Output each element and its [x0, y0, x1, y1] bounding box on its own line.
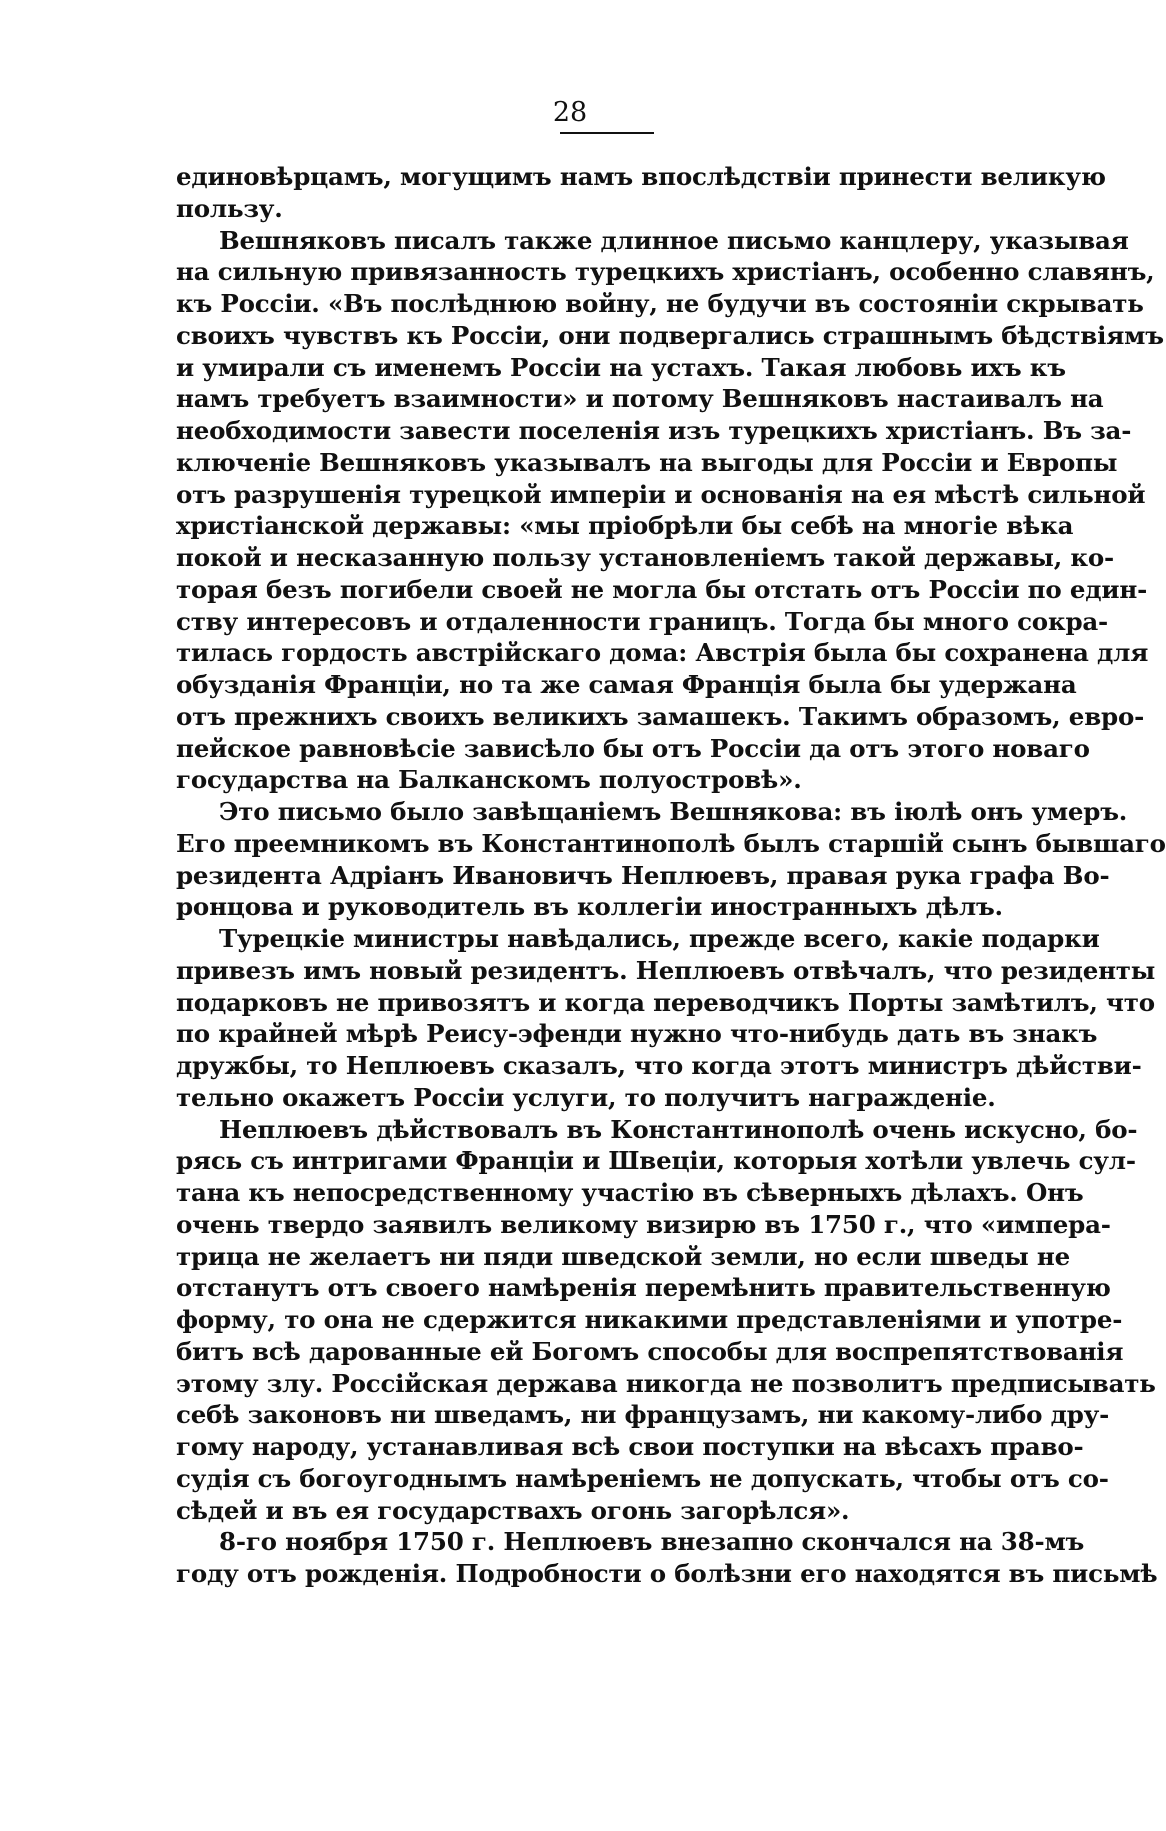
- page-number-rule: [560, 132, 654, 134]
- text-line: тана къ непосредственному участію въ сѣверныхъ дѣлахъ. Онъ: [176, 1178, 1084, 1207]
- text-line: отъ прежнихъ своихъ великихъ замашекъ. Такимъ образомъ, евро-: [176, 701, 1145, 731]
- text-line: отъ разрушенія турецкой имперіи и основанія на ея мѣстѣ сильной: [176, 479, 1146, 509]
- text-line: намъ требуетъ взаимности» и потому Вешняковъ настаивалъ на: [176, 384, 1104, 414]
- text-line: Неплюевъ дѣйствовалъ въ Константинополѣ очень искусно, бо-: [219, 1114, 1138, 1144]
- text-line: обузданія Франціи, но та же самая Франція была бы удержана: [176, 670, 1077, 699]
- text-line: гому народу, устанавливая всѣ свои поступки на вѣсахъ право-: [176, 1432, 1084, 1461]
- text-line: Турецкіе министры навѣдались, прежде всего, какіе подарки: [219, 924, 1100, 953]
- text-line: необходимости завести поселенія изъ турецкихъ христіанъ. Въ за-: [176, 416, 1132, 445]
- text-line: сѣдей и въ ея государствахъ огонь загорѣлся».: [176, 1495, 850, 1525]
- text-body: [176, 161, 1166, 1590]
- text-line: тельно окажетъ Россіи услуги, то получитъ награжденіе.: [176, 1082, 996, 1112]
- text-line: году отъ рожденія. Подробности о болѣзни его находятся въ письмѣ: [176, 1559, 1158, 1588]
- text-line: Его преемникомъ въ Константинополѣ былъ старшій сынъ бывшаго: [176, 828, 1166, 858]
- page-number: 28: [552, 97, 588, 128]
- text-line: пейское равновѣсіе зависѣло бы отъ Россіи да отъ этого новаго: [176, 733, 1090, 763]
- text-line: дружбы, то Неплюевъ сказалъ, что когда этотъ министръ дѣйстви-: [176, 1051, 1142, 1080]
- text-line: судія съ богоугоднымъ намѣреніемъ не допускать, чтобы отъ со-: [176, 1463, 1109, 1493]
- text-line: ству интересовъ и отдаленности границъ. Тогда бы много сокра-: [176, 606, 1109, 636]
- text-line: единовѣрцамъ, могущимъ намъ впослѣдствіи принести великую: [176, 162, 1106, 191]
- text-line: подарковъ не привозятъ и когда переводчикъ Порты замѣтилъ, что: [176, 987, 1155, 1017]
- text-line: резидента Адріанъ Ивановичъ Неплюевъ, правая рука графа Во-: [176, 860, 1110, 890]
- text-line: Это письмо было завѣщаніемъ Вешнякова: въ іюлѣ онъ умеръ.: [219, 797, 1128, 826]
- text-line: трица не желаетъ ни пяди шведской земли, но если шведы не: [176, 1241, 1070, 1271]
- text-line: очень твердо заявилъ великому визирю въ 1750 г., что «импера-: [176, 1209, 1111, 1239]
- text-line: по крайней мѣрѣ Реису-эфенди нужно что-нибудь дать въ знакъ: [176, 1019, 1098, 1049]
- text-line: къ Россіи. «Въ послѣднюю войну, не будучи въ состояніи скрывать: [176, 289, 1144, 318]
- text-line: этому злу. Россійская держава никогда не позволитъ предписывать: [176, 1368, 1156, 1398]
- text-line: ключеніе Вешняковъ указывалъ на выгоды для Россіи и Европы: [176, 447, 1118, 477]
- text-line: христіанской державы: «мы пріобрѣли бы себѣ на многіе вѣка: [176, 511, 1074, 541]
- text-line: на сильную привязанность турецкихъ христіанъ, особенно славянъ,: [176, 257, 1155, 287]
- text-line: себѣ законовъ ни шведамъ, ни французамъ, ни какому-либо дру-: [176, 1400, 1110, 1430]
- text-line: своихъ чувствъ къ Россіи, они подвергались страшнымъ бѣдствіямъ: [176, 320, 1164, 350]
- text-line: отстанутъ отъ своего намѣренія перемѣнить правительственную: [176, 1273, 1111, 1303]
- text-line: государства на Балканскомъ полуостровѣ».: [176, 765, 802, 795]
- text-line: торая безъ погибели своей не могла бы отстать отъ Россіи по един-: [176, 574, 1148, 604]
- text-line: тилась гордость австрійскаго дома: Австрія была бы сохранена для: [176, 638, 1149, 668]
- text-line: покой и несказанную пользу установленіемъ такой державы, ко-: [176, 543, 1114, 572]
- text-line: привезъ имъ новый резидентъ. Неплюевъ отвѣчалъ, что резиденты: [176, 955, 1156, 985]
- text-line: 8-го ноября 1750 г. Неплюевъ внезапно скончался на 38-мъ: [219, 1527, 1085, 1557]
- text-line: Вешняковъ писалъ также длинное письмо канцлеру, указывая: [219, 225, 1129, 255]
- text-line: битъ всѣ дарованные ей Богомъ способы для воспрепятствованія: [176, 1336, 1124, 1366]
- text-line: рясь съ интригами Франціи и Швеціи, которыя хотѣли увлечь сул-: [176, 1146, 1136, 1176]
- text-line: и умирали съ именемъ Россіи на устахъ. Такая любовь ихъ къ: [176, 352, 1066, 382]
- text-line: пользу.: [176, 193, 283, 223]
- text-line: ронцова и руководитель въ коллегіи иностранныхъ дѣлъ.: [176, 892, 1003, 922]
- text-line: форму, то она не сдержится никакими представленіями и употре-: [176, 1305, 1123, 1334]
